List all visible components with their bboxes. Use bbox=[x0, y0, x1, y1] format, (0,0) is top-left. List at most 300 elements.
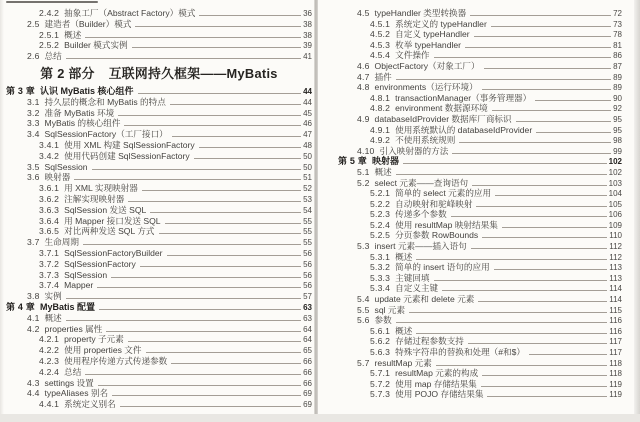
toc-entry-number: 5.7 bbox=[357, 357, 370, 368]
toc-entry-page: 110 bbox=[609, 231, 622, 241]
toc-entry-number: 3.7.3 bbox=[39, 269, 60, 280]
dot-leader bbox=[476, 205, 606, 207]
dot-leader bbox=[465, 46, 611, 48]
toc-entry-number: 4.7 bbox=[357, 71, 370, 82]
toc-entry-title: 系统定义的 typeHandler bbox=[395, 18, 487, 29]
toc-entry-page: 54 bbox=[303, 205, 312, 215]
dot-leader bbox=[468, 342, 607, 344]
toc-entry-title: SqlSessionFactory（工厂接口） bbox=[44, 129, 168, 140]
dot-leader bbox=[83, 243, 301, 245]
toc-entry-number: 4.4 bbox=[27, 388, 40, 399]
dot-leader bbox=[199, 146, 301, 148]
toc-entry-title: 存储过程参数支持 bbox=[395, 336, 464, 347]
toc-entry-title: MyBatis 配置 bbox=[40, 301, 96, 312]
toc-entry-title: 文件操作 bbox=[395, 50, 430, 61]
dot-leader bbox=[478, 300, 607, 302]
dot-leader bbox=[495, 194, 607, 196]
dot-leader bbox=[172, 135, 301, 137]
toc-entry bbox=[323, 389, 622, 400]
toc-entry-number: 5.7.2 bbox=[370, 378, 391, 389]
toc-entry-page: 89 bbox=[613, 83, 622, 93]
toc-entry bbox=[6, 291, 312, 302]
dot-leader bbox=[474, 35, 611, 37]
dot-leader bbox=[150, 211, 301, 213]
toc-entry-number: 4.8.1 bbox=[370, 92, 391, 103]
toc-entry-title: properties 属性 bbox=[44, 323, 103, 334]
dot-leader bbox=[494, 268, 608, 270]
toc-entry-page: 48 bbox=[303, 140, 312, 150]
toc-entry-number: 3.6.1 bbox=[39, 183, 60, 194]
dot-leader bbox=[85, 373, 301, 375]
toc-entry-page: 78 bbox=[613, 30, 622, 40]
toc-entry-number: 3.6 bbox=[27, 172, 40, 183]
toc-entry-page: 118 bbox=[609, 369, 622, 379]
toc-entry-title: 持久层的概念和 MyBatis 的特点 bbox=[44, 96, 166, 107]
dot-leader bbox=[135, 25, 301, 27]
dot-leader bbox=[491, 25, 611, 27]
dot-leader bbox=[416, 258, 607, 260]
toc-entry-title: sql 元素 bbox=[374, 304, 406, 315]
toc-entry bbox=[6, 108, 312, 119]
toc-entry bbox=[323, 29, 622, 40]
toc-entry-page: 46 bbox=[303, 119, 312, 129]
dot-leader bbox=[396, 173, 607, 175]
toc-entry-number: 3.6.5 bbox=[39, 226, 60, 237]
dot-leader bbox=[92, 168, 302, 170]
toc-entry-page: 53 bbox=[303, 194, 312, 204]
toc-entry bbox=[323, 294, 622, 305]
toc-entry-number: 3.5 bbox=[27, 161, 40, 172]
dot-leader bbox=[451, 215, 607, 217]
toc-entry-page: 50 bbox=[303, 162, 312, 172]
toc-entry-page: 39 bbox=[303, 41, 312, 51]
scan-edge-right bbox=[634, 0, 640, 414]
dot-leader bbox=[132, 46, 301, 48]
toc-entry-number: 5.3 bbox=[357, 241, 370, 252]
toc-entry bbox=[323, 262, 622, 273]
toc-entry-title: 使用 POJO 存储结果集 bbox=[395, 389, 484, 400]
toc-entry-page: 56 bbox=[303, 281, 312, 291]
dot-leader bbox=[471, 247, 608, 249]
toc-entry bbox=[323, 368, 622, 379]
toc-entry bbox=[6, 129, 312, 140]
toc-entry-title: 认识 MyBatis 核心组件 bbox=[40, 85, 134, 96]
part-number: 第 2 部分 bbox=[40, 65, 95, 81]
toc-entry-number: 4.9 bbox=[357, 113, 370, 124]
toc-entry-page: 65 bbox=[303, 346, 312, 356]
toc-entry-title: 不使用系统规则 bbox=[395, 135, 456, 146]
toc-entry-title: 使用程序传递方式传递参数 bbox=[64, 355, 168, 366]
toc-entry-number: 4.5.2 bbox=[370, 29, 391, 40]
toc-entry bbox=[323, 188, 622, 199]
dot-leader bbox=[106, 330, 301, 332]
toc-entry-title: insert 元素——插入语句 bbox=[374, 241, 467, 252]
toc-entry-page: 115 bbox=[609, 305, 622, 315]
dot-leader bbox=[482, 374, 607, 376]
toc-entry bbox=[323, 146, 622, 157]
toc-entry-title: 概述 bbox=[395, 325, 413, 336]
toc-entry bbox=[323, 93, 622, 104]
toc-entry-page: 117 bbox=[609, 348, 622, 357]
dot-leader bbox=[167, 254, 302, 256]
toc-entry-title: ObjectFactory（对象工厂） bbox=[374, 60, 480, 71]
toc-entry-page: 106 bbox=[608, 210, 622, 220]
toc-entry bbox=[323, 103, 622, 114]
toc-entry bbox=[6, 151, 312, 162]
toc-entry-page: 56 bbox=[303, 259, 312, 269]
toc-entry bbox=[323, 305, 622, 316]
toc-entry-page: 63 bbox=[303, 313, 312, 323]
toc-entry bbox=[6, 248, 312, 259]
toc-entry-title: resultMap 元素 bbox=[374, 357, 432, 368]
toc-entry-title: 系统定义别名 bbox=[64, 399, 116, 410]
toc-entry-title: 插件 bbox=[374, 71, 392, 82]
toc-entry-number: 4.5.4 bbox=[370, 50, 391, 61]
dot-leader bbox=[403, 162, 607, 164]
toc-entry-title: 简单的 insert 语句的应用 bbox=[395, 262, 490, 273]
dot-leader bbox=[484, 67, 611, 69]
dot-leader bbox=[396, 321, 607, 323]
dot-leader bbox=[529, 353, 607, 355]
toc-entry-page: 99 bbox=[613, 146, 622, 156]
toc-entry-title: 用 XML 实现映射器 bbox=[64, 183, 138, 194]
toc-entry-page: 69 bbox=[303, 389, 312, 399]
toc-entry bbox=[6, 216, 312, 227]
toc-entry bbox=[323, 336, 622, 347]
toc-entry bbox=[6, 313, 312, 324]
toc-entry-title: 概述 bbox=[395, 251, 413, 262]
dot-leader bbox=[536, 131, 611, 133]
toc-entry-number: 4.2.3 bbox=[39, 355, 60, 366]
toc-entry-title: 分页参数 RowBounds bbox=[395, 230, 479, 241]
toc-entry-number: 5.2.5 bbox=[370, 230, 391, 241]
toc-entry bbox=[6, 194, 312, 205]
toc-entry-page: 41 bbox=[303, 52, 312, 62]
toc-entry-number: 3.6.3 bbox=[39, 204, 60, 215]
toc-entry bbox=[6, 40, 312, 51]
toc-entry-number: 4.9.1 bbox=[370, 124, 391, 135]
dot-leader bbox=[459, 141, 611, 143]
toc-entry-page: 66 bbox=[303, 356, 312, 366]
dot-leader bbox=[171, 362, 301, 364]
toc-entry-page: 109 bbox=[608, 220, 622, 230]
toc-entry-title: 使用 map 存储结果集 bbox=[395, 378, 477, 389]
toc-entry-title: 特殊字符串的替换和处理（#和$） bbox=[395, 347, 525, 357]
toc-entry-number: 5.6.2 bbox=[370, 336, 391, 347]
toc-entry-number: 4.2 bbox=[27, 323, 40, 334]
dot-leader bbox=[99, 308, 301, 310]
toc-entry bbox=[323, 230, 622, 241]
toc-entry bbox=[6, 51, 312, 62]
toc-column-right bbox=[323, 0, 622, 422]
toc-entry-page: 57 bbox=[303, 292, 312, 302]
toc-entry-number: 3.4.1 bbox=[39, 139, 60, 150]
dot-leader bbox=[502, 226, 607, 228]
toc-entry-title: MyBatis 的核心组件 bbox=[44, 118, 121, 129]
dot-leader bbox=[170, 103, 301, 105]
dot-leader bbox=[97, 286, 301, 288]
toc-entry-number: 5.6.3 bbox=[370, 347, 391, 357]
toc-entry bbox=[6, 356, 312, 367]
toc-entry-number: 4.3 bbox=[27, 377, 40, 388]
toc-entry-number: 4.6 bbox=[357, 60, 370, 71]
dot-leader bbox=[482, 236, 607, 238]
toc-entry bbox=[6, 30, 312, 41]
dot-leader bbox=[111, 276, 301, 278]
toc-entry-page: 112 bbox=[609, 242, 622, 252]
toc-entry bbox=[6, 183, 312, 194]
toc-entry bbox=[6, 324, 312, 335]
dot-leader bbox=[481, 385, 607, 387]
toc-entry bbox=[323, 125, 622, 136]
toc-entry-page: 114 bbox=[609, 284, 622, 294]
dot-leader bbox=[138, 92, 302, 94]
toc-entry-page: 103 bbox=[608, 178, 622, 188]
toc-entry bbox=[6, 302, 312, 313]
toc-entry-title: 概述 bbox=[64, 29, 82, 40]
toc-entry bbox=[323, 220, 622, 231]
toc-entry bbox=[323, 199, 622, 210]
toc-entry bbox=[323, 114, 622, 125]
scan-edge-left bbox=[0, 0, 4, 414]
toc-entry bbox=[323, 283, 622, 294]
dot-leader bbox=[146, 351, 302, 353]
toc-entry-title: 总结 bbox=[44, 51, 62, 62]
toc-entry-number: 第 3 章 bbox=[6, 85, 36, 96]
toc-entry-page: 64 bbox=[303, 324, 312, 334]
dot-leader bbox=[442, 289, 607, 291]
toc-entry-title: 简单的 select 元素的应用 bbox=[395, 188, 492, 199]
toc-entry-page: 98 bbox=[613, 136, 622, 146]
dot-leader bbox=[409, 311, 607, 313]
toc-entry-title: 自定义主键 bbox=[395, 283, 439, 294]
toc-entry-number: 5.7.1 bbox=[370, 368, 391, 379]
toc-entry-title: 生命周期 bbox=[44, 237, 79, 248]
toc-entry-title: 建造者（Builder）模式 bbox=[44, 18, 132, 29]
toc-entry-number: 3.7.2 bbox=[39, 258, 60, 269]
dot-leader bbox=[112, 394, 301, 396]
toc-entry-title: 总结 bbox=[64, 366, 82, 377]
toc-entry-title: environments（运行环境） bbox=[374, 82, 478, 93]
toc-entry-title: 引入映射器的方法 bbox=[379, 145, 449, 156]
dot-leader bbox=[85, 36, 301, 38]
toc-entry-page: 102 bbox=[608, 157, 622, 167]
dot-leader bbox=[472, 184, 607, 186]
toc-entry-title: 使用代码创建 SqlSessionFactory bbox=[64, 150, 190, 161]
toc-entry-page: 105 bbox=[608, 199, 622, 209]
toc-entry bbox=[6, 162, 312, 173]
toc-entry bbox=[323, 72, 622, 83]
toc-entry-page: 95 bbox=[613, 125, 622, 135]
toc-entry-number: 5.6 bbox=[357, 315, 370, 326]
toc-entry-title: 用 Mapper 接口发送 SQL bbox=[64, 215, 161, 226]
toc-entry-page: 89 bbox=[613, 72, 622, 82]
dot-leader bbox=[516, 120, 611, 122]
toc-entry bbox=[6, 259, 312, 270]
toc-entry bbox=[323, 50, 622, 61]
toc-entry bbox=[6, 140, 312, 151]
toc-entry-number: 5.2.4 bbox=[370, 219, 391, 230]
dot-leader bbox=[416, 332, 607, 334]
toc-entry-title: 映射器 bbox=[44, 172, 71, 183]
toc-entry-title: transactionManager（事务管理器） bbox=[395, 92, 532, 103]
toc-entry-page: 92 bbox=[613, 104, 622, 114]
toc-entry-page: 102 bbox=[608, 167, 622, 177]
toc-entry bbox=[323, 241, 622, 252]
toc-entry-title: 映射器 bbox=[372, 156, 400, 167]
toc-entry-title: SqlSession 发送 SQL bbox=[64, 204, 147, 215]
toc-entry-page: 112 bbox=[609, 252, 622, 262]
toc-entry-page: 38 bbox=[303, 30, 312, 40]
toc-entry-number: 5.3.4 bbox=[370, 283, 391, 294]
toc-entry-number: 5.2.3 bbox=[370, 209, 391, 220]
toc-entry bbox=[6, 388, 312, 399]
toc-entry bbox=[323, 252, 622, 263]
toc-entry bbox=[323, 315, 622, 326]
toc-entry-title: select 元素——查询语句 bbox=[374, 177, 469, 188]
dot-leader bbox=[66, 297, 301, 299]
toc-entry-number: 5.5 bbox=[357, 304, 370, 315]
toc-entry-number: 5.2.1 bbox=[370, 188, 391, 199]
toc-entry-page: 56 bbox=[303, 270, 312, 280]
toc-entry bbox=[6, 334, 312, 345]
toc-entry-title: 参数 bbox=[374, 315, 392, 326]
toc-entry-page: 50 bbox=[303, 151, 312, 161]
toc-entry bbox=[323, 167, 622, 178]
toc-entry-page: 116 bbox=[609, 326, 622, 336]
toc-entry bbox=[323, 82, 622, 93]
dot-leader bbox=[74, 178, 301, 180]
toc-entry-page: 73 bbox=[613, 19, 622, 29]
toc-entry-title: 概述 bbox=[44, 312, 62, 323]
toc-entry-title: typeAliases 别名 bbox=[44, 388, 109, 399]
toc-entry bbox=[323, 178, 622, 189]
toc-entry-title: databaseIdProvider 数据库厂商标识 bbox=[374, 113, 512, 124]
toc-entry-number: 2.6 bbox=[27, 51, 40, 62]
toc-entry-number: 5.7.3 bbox=[370, 389, 391, 400]
dot-leader bbox=[159, 232, 302, 234]
toc-entry-number: 4.8.2 bbox=[370, 103, 391, 114]
toc-entry-page: 119 bbox=[609, 390, 622, 400]
toc-entry bbox=[6, 237, 312, 248]
toc-entry-page: 47 bbox=[303, 130, 312, 140]
toc-entry-number: 3.3 bbox=[27, 118, 40, 129]
toc-entry bbox=[6, 345, 312, 356]
toc-entry-page: 118 bbox=[609, 358, 622, 368]
dot-leader bbox=[118, 114, 301, 116]
toc-entry-number: 5.6.1 bbox=[370, 325, 391, 336]
part-heading bbox=[6, 62, 312, 86]
toc-entry bbox=[6, 86, 312, 97]
toc-entry-title: 使用 XML 构建 SqlSessionFactory bbox=[64, 139, 195, 150]
toc-entry-title: 使用 resultMap 映射结果集 bbox=[395, 219, 498, 230]
toc-entry-number: 2.5 bbox=[27, 18, 40, 29]
toc-entry-page: 66 bbox=[303, 367, 312, 377]
toc-entry bbox=[323, 8, 622, 19]
dot-leader bbox=[66, 57, 301, 59]
toc-entry-title: resultMap 元素的构成 bbox=[395, 368, 479, 379]
page-gutter-seam bbox=[314, 0, 318, 414]
toc-entry-number: 3.4.2 bbox=[39, 150, 60, 161]
toc-entry-number: 第 4 章 bbox=[6, 301, 36, 312]
toc-entry-number: 3.4 bbox=[27, 129, 40, 140]
dot-leader bbox=[470, 14, 611, 16]
toc-entry-title: 使用 properties 文件 bbox=[64, 345, 142, 356]
toc-entry-page: 113 bbox=[609, 263, 622, 273]
toc-entry-page: 95 bbox=[613, 114, 622, 124]
toc-entry-page: 45 bbox=[303, 108, 312, 118]
toc-entry-page: 104 bbox=[608, 189, 622, 199]
dot-leader bbox=[124, 124, 301, 126]
dot-leader bbox=[434, 56, 612, 58]
toc-entry bbox=[6, 280, 312, 291]
toc-entry-title: update 元素和 delete 元素 bbox=[374, 294, 475, 305]
dot-leader bbox=[482, 88, 611, 90]
toc-entry-number: 4.5.1 bbox=[370, 18, 391, 29]
toc-entry-number: 5.4 bbox=[357, 294, 370, 305]
toc-entry-number: 5.1 bbox=[357, 166, 370, 177]
toc-entry-number: 3.6.4 bbox=[39, 215, 60, 226]
dot-leader bbox=[142, 189, 301, 191]
toc-entry-page: 66 bbox=[303, 378, 312, 388]
dot-leader bbox=[487, 395, 607, 397]
toc-entry-number: 5.3.2 bbox=[370, 262, 391, 273]
dot-leader bbox=[165, 222, 302, 224]
dot-leader bbox=[452, 152, 611, 154]
toc-entry bbox=[323, 347, 622, 358]
toc-entry-title: 传递多个参数 bbox=[395, 209, 447, 220]
toc-entry-page: 86 bbox=[613, 51, 622, 61]
toc-entry bbox=[6, 8, 312, 19]
toc-entry-page: 87 bbox=[613, 61, 622, 71]
toc-entry-page: 51 bbox=[303, 173, 312, 183]
toc-entry bbox=[6, 97, 312, 108]
toc-entry bbox=[323, 273, 622, 284]
toc-entry bbox=[6, 118, 312, 129]
dot-leader bbox=[436, 364, 607, 366]
toc-entry-page: 55 bbox=[303, 216, 312, 226]
dot-leader bbox=[66, 319, 301, 321]
dot-leader bbox=[396, 78, 611, 80]
toc-entry-number: 3.1 bbox=[27, 96, 40, 107]
toc-entry-number: 5.2 bbox=[357, 177, 370, 188]
toc-entry-page: 55 bbox=[303, 227, 312, 237]
toc-entry-number: 3.2 bbox=[27, 107, 40, 118]
dot-leader bbox=[492, 109, 611, 111]
toc-entry-number: 4.5 bbox=[357, 8, 370, 18]
toc-entry bbox=[6, 205, 312, 216]
part-title: 互联网持久框架——MyBatis bbox=[108, 65, 278, 81]
toc-entry-number: 5.3.3 bbox=[370, 272, 391, 283]
toc-entry-title: 枚举 typeHandler bbox=[395, 39, 462, 50]
toc-entry-number: 4.5.3 bbox=[370, 39, 391, 50]
toc-entry-number: 4.9.2 bbox=[370, 135, 391, 146]
toc-entry-number: 4.10 bbox=[357, 145, 375, 156]
dot-leader bbox=[128, 200, 301, 202]
toc-entry-number: 3.6.2 bbox=[39, 193, 60, 204]
toc-entry-title: settings 设置 bbox=[44, 377, 94, 388]
toc-entry bbox=[323, 209, 622, 220]
toc-entry-page: 55 bbox=[303, 238, 312, 248]
toc-entry-number: 3.8 bbox=[27, 291, 40, 302]
toc-entry-number: 4.8 bbox=[357, 82, 370, 93]
toc-entry bbox=[6, 367, 312, 378]
toc-entry-number: 4.2.2 bbox=[39, 345, 60, 356]
toc-entry bbox=[6, 19, 312, 30]
toc-entry-title: 注解实现映射器 bbox=[64, 193, 125, 204]
toc-entry-page: 69 bbox=[303, 400, 312, 410]
toc-entry-title: SqlSessionFactory bbox=[64, 258, 136, 269]
